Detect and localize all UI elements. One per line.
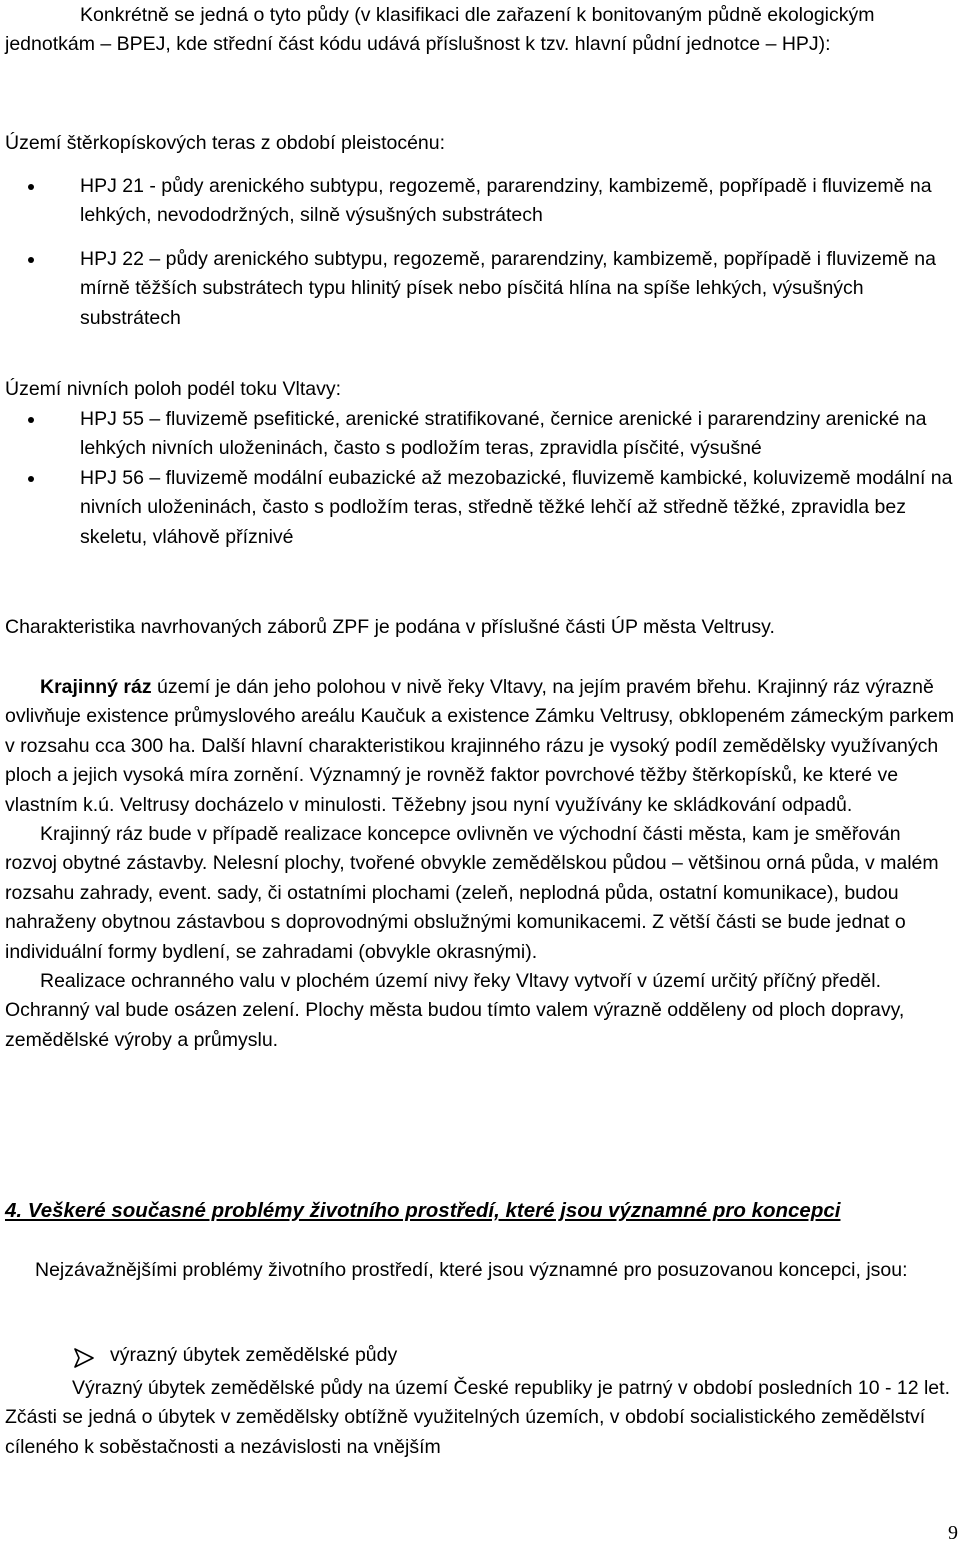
page-number: 9 bbox=[948, 1522, 958, 1544]
section-heading-4: 4. Veškeré současné problémy životního prostředí, které jsou významné pro koncepci bbox=[5, 1199, 841, 1222]
krajina-paragraph-2: Krajinný ráz bude v případě realizace koncepce ovlivněn ve východní části města, kam je směřován rozvoj obytné zástavby. Nelesní plochy, tvořené obvykle zemědělskou půdou – většinou orná půda, v malém rozsahu zahrady, event. sady, či ostatními plochami (zeleň, neplodná půda, ostatní komunikace), budou nahraženy obytnou zástavbou s doprovodnými obslužnými komunikacemi. Z větší části se bude jednat o individuální formy bydlení, se zahradami (obvykle okrasnými). bbox=[5, 823, 939, 963]
heading-terasy: Území štěrkopískových teras z období pleistocénu: bbox=[5, 132, 446, 154]
intro-paragraph: Konkrétně se jedná o tyto půdy (v klasifikaci dle zařazení k bonitovaným půdně ekologickým jednotkám – BPEJ, kde střední část kódu udává příslušnost k tzv. hlavní půdní jednotce – HPJ): bbox=[5, 4, 875, 56]
bullet-icon bbox=[28, 476, 34, 482]
bullet-icon bbox=[28, 257, 34, 263]
arrow-item-label: výrazný úbytek zemědělské půdy bbox=[110, 1344, 398, 1366]
arrow-right-icon bbox=[73, 1348, 95, 1368]
list-item-text: HPJ 55 – fluvizemě psefitické, arenické stratifikované, černice arenické i pararendziny arenické na lehkých nivních uloženinách, často s podložím teras, zpravidla písčité, výsušné bbox=[80, 408, 927, 460]
bullet-icon bbox=[28, 417, 34, 423]
list-item-text: HPJ 22 – půdy arenického subtypu, regozemě, pararendziny, kambizemě, popřípadě i fluvizemě na mírně těžších substrátech typu hlinitý písek nebo písčitá hlína na spíše lehkých, výsušných substrátech bbox=[80, 247, 936, 329]
charakteristika-paragraph: Charakteristika navrhovaných záborů ZPF je podána v příslušné části ÚP města Veltrusy. bbox=[5, 616, 775, 638]
bullet-icon bbox=[28, 184, 34, 190]
krajina-section bbox=[5, 673, 955, 1055]
list-item bbox=[5, 405, 955, 464]
krajina-paragraph-3: Realizace ochranného valu v plochém území nivy řeky Vltavy vytvoří v území určitý příčný předěl. Ochranný val bude osázen zelení. Plochy města budou tímto valem výrazně odděleny od ploch dopravy, zemědělské výroby a průmyslu. bbox=[5, 970, 905, 1051]
problemy-intro: Nejzávažnějšími problémy životního prostředí, které jsou významné pro posuzovanou koncepci, jsou: bbox=[35, 1259, 908, 1281]
list-item bbox=[5, 245, 955, 333]
heading-nivni: Území nivních poloh podél toku Vltavy: bbox=[5, 378, 342, 400]
krajina-paragraph-1 bbox=[5, 673, 955, 820]
list-terasy bbox=[5, 172, 955, 333]
list-nivni bbox=[5, 405, 955, 552]
list-item bbox=[5, 464, 955, 552]
krajina-paragraph-1-text: území je dán jeho polohou v nivě řeky Vltavy, na jejím pravém břehu. Krajinný ráz výrazně ovlivňuje existence průmyslového areálu Kaučuk a existence Zámku Veltrusy, obklopeném zámeckým parkem v rozsahu cca 300 ha. Další hlavní charakteristikou krajinného rázu je vysoký podíl zemědělsky využívaných ploch a jejich vysoká míra zornění. Významný je rovněž faktor povrchové těžby štěrkopísků, ke které ve vlastním k.ú. Veltrusy docházelo v minulosti. Těžebny jsou nyní využívány ke skládkování odpadů. bbox=[5, 676, 955, 816]
list-item-text: HPJ 56 – fluvizemě modální eubazické až mezobazické, fluvizemě kambické, koluvizemě modální na nivních uloženinách, často s podložím teras, středně těžké lehčí až středně těžké, zpravidla bez skeletu, vláhově příznivé bbox=[80, 466, 953, 548]
krajina-bold-term: Krajinný ráz bbox=[40, 676, 152, 698]
list-item bbox=[5, 172, 955, 231]
ubytek-paragraph: Výrazný úbytek zemědělské půdy na území České republiky je patrný v období posledních 10 - 12 let. Zčásti se jedná o úbytek v zemědělsky obtížně využitelných územích, v období socialistického zemědělství cíleného k soběstačnosti a nezávislosti na vnějším bbox=[5, 1377, 950, 1458]
list-item-text: HPJ 21 - půdy arenického subtypu, regozemě, pararendziny, kambizemě, popřípadě i fluvizemě na lehkých, nevododržných, silně výsušných substrátech bbox=[80, 175, 932, 227]
